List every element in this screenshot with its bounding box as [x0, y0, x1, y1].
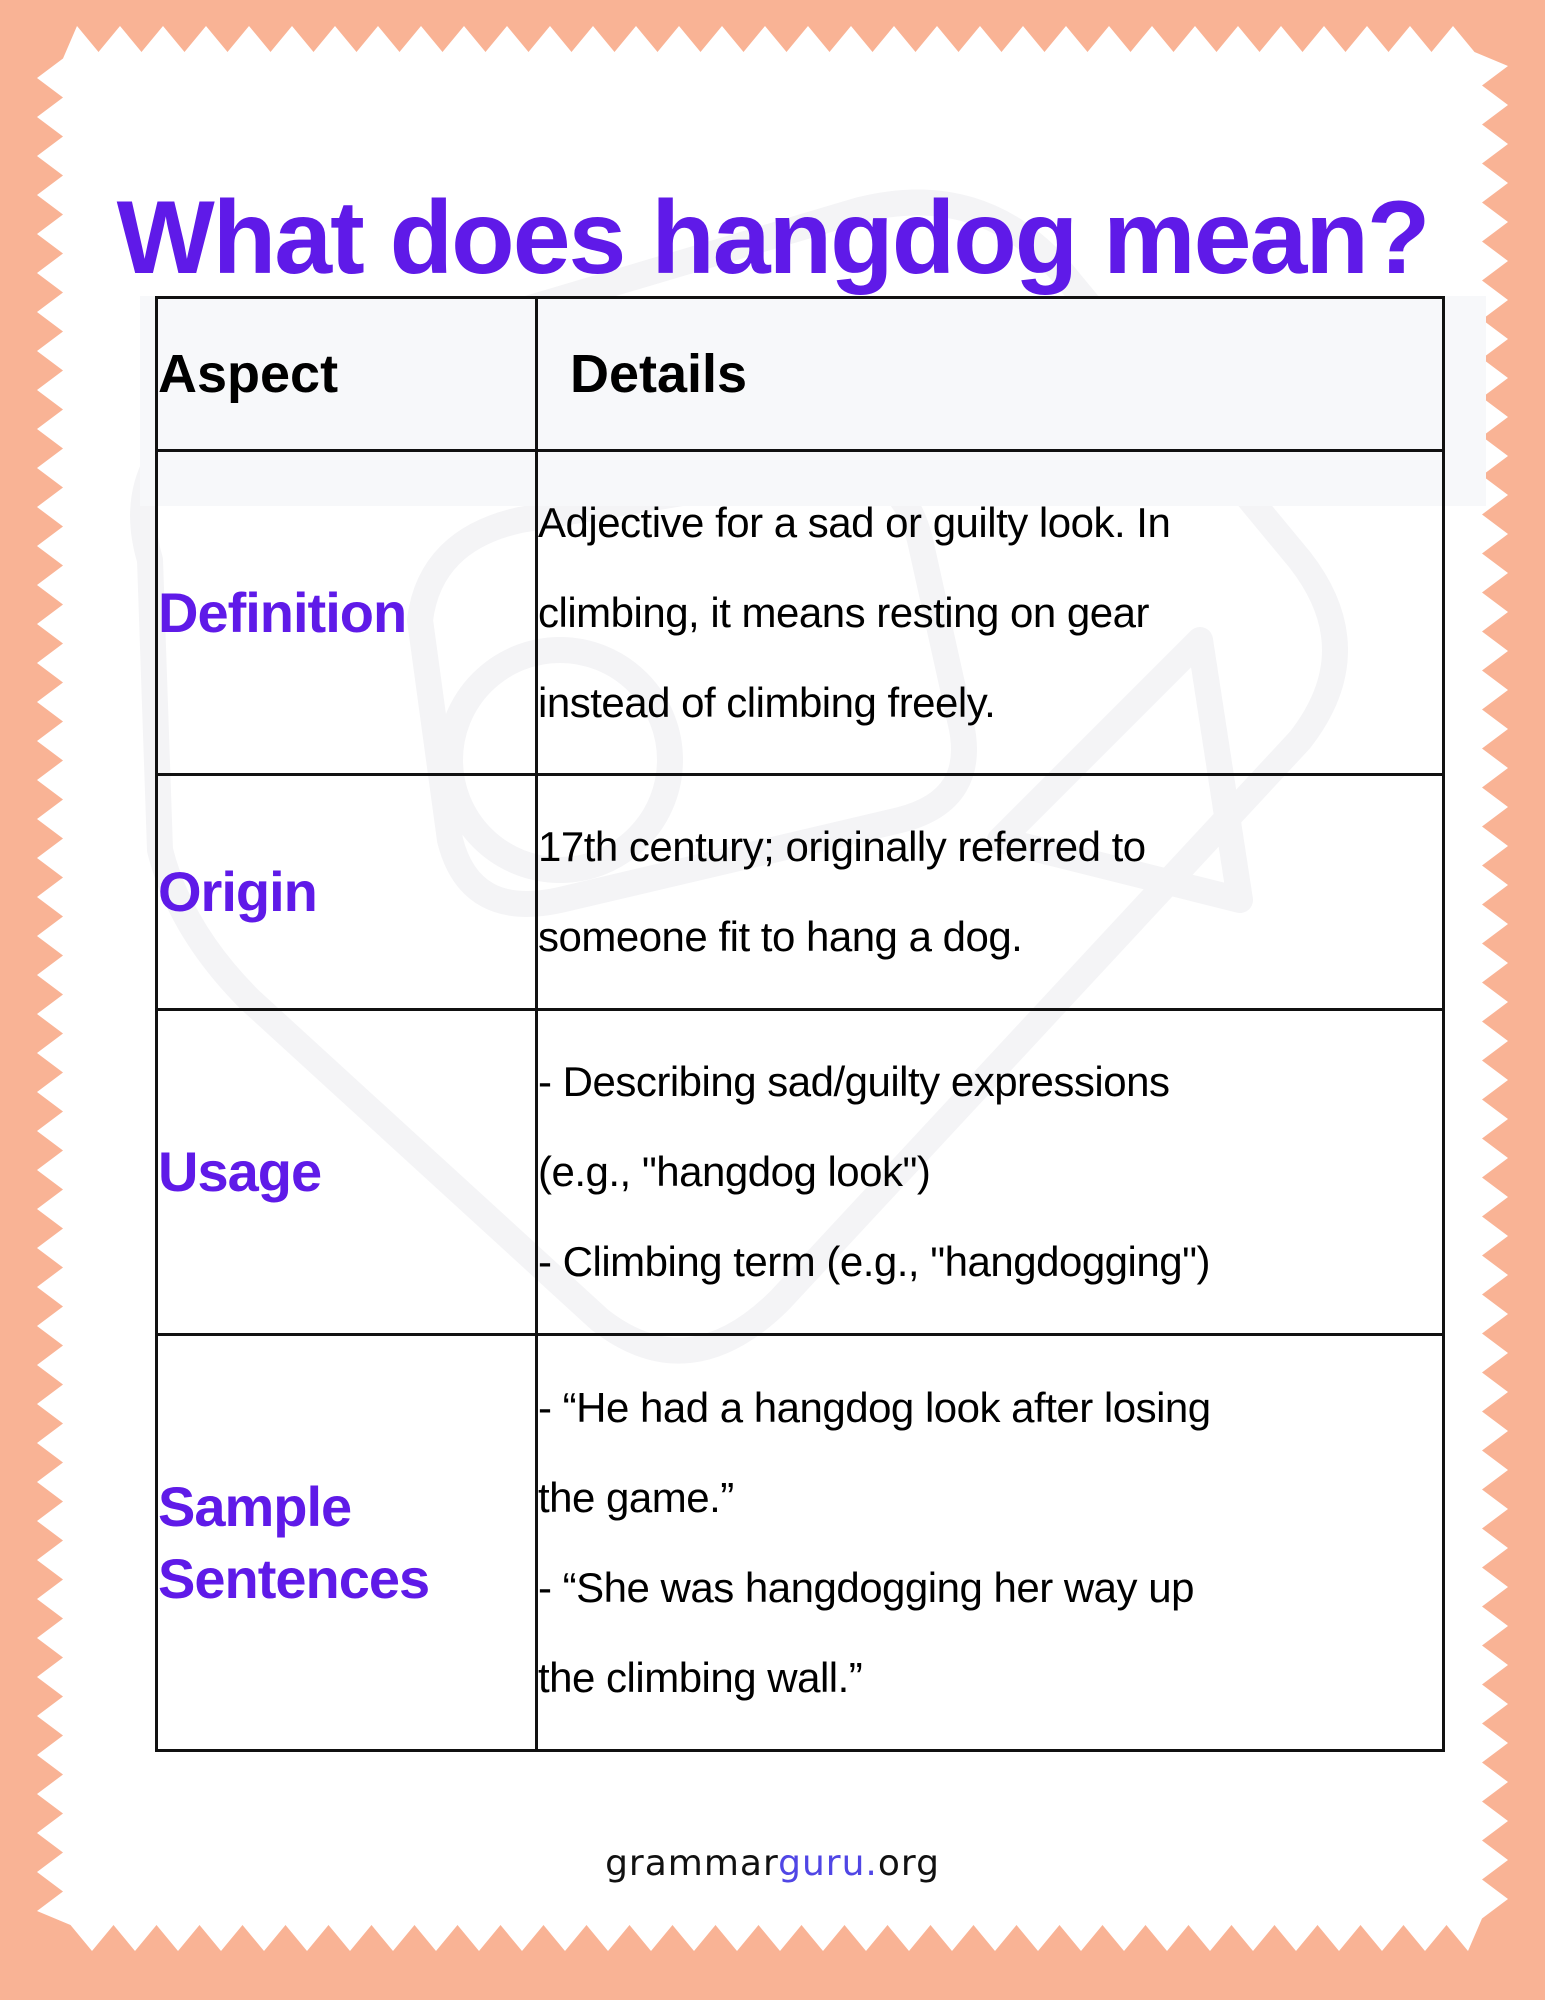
detail-line: 17th century; originally referred to — [538, 823, 1146, 870]
page-title: What does hangdog mean? — [116, 179, 1429, 296]
aspect-label-line: Sentences — [158, 1546, 430, 1610]
detail-line: - Climbing term (e.g., "hangdogging") — [538, 1238, 1210, 1285]
aspect-label-origin: Origin — [157, 775, 537, 1010]
aspect-label-line: Sample — [158, 1474, 352, 1538]
detail-line: Adjective for a sad or guilty look. In — [538, 498, 1171, 546]
detail-line: (e.g., "hangdog look") — [538, 1148, 931, 1195]
details-cell-origin — [537, 775, 1444, 1010]
table-row-origin — [157, 775, 1444, 1010]
column-header-details: Details — [537, 298, 1444, 451]
footer-text-grammar: grammar — [605, 1843, 779, 1884]
footer-site-link[interactable] — [0, 1843, 1545, 1884]
details-cell-sample-sentences — [537, 1335, 1444, 1751]
table-header-row — [157, 298, 1444, 451]
footer-text-guru: guru. — [778, 1843, 878, 1884]
table-row-definition — [157, 451, 1444, 775]
table-row-sample-sentences — [157, 1335, 1444, 1751]
detail-line: climbing, it means resting on gear — [538, 588, 1149, 636]
details-cell-usage — [537, 1010, 1444, 1335]
aspect-label-definition: Definition — [157, 451, 537, 775]
table-row-usage — [157, 1010, 1444, 1335]
detail-line: - “She was hangdogging her way up — [538, 1563, 1194, 1611]
detail-line: someone fit to hang a dog. — [538, 913, 1023, 960]
aspect-label-usage: Usage — [157, 1010, 537, 1335]
aspect-label-sample-sentences — [157, 1335, 537, 1751]
details-cell-definition — [537, 451, 1444, 775]
detail-line: instead of climbing freely. — [538, 678, 996, 726]
detail-line: the game.” — [538, 1473, 734, 1521]
column-header-aspect: Aspect — [157, 298, 537, 451]
hangdog-info-table — [155, 296, 1445, 1752]
detail-line: - “He had a hangdog look after losing — [538, 1383, 1211, 1431]
detail-line: - Describing sad/guilty expressions — [538, 1058, 1170, 1105]
footer-text-org: org — [877, 1843, 940, 1884]
detail-line: the climbing wall.” — [538, 1653, 863, 1701]
